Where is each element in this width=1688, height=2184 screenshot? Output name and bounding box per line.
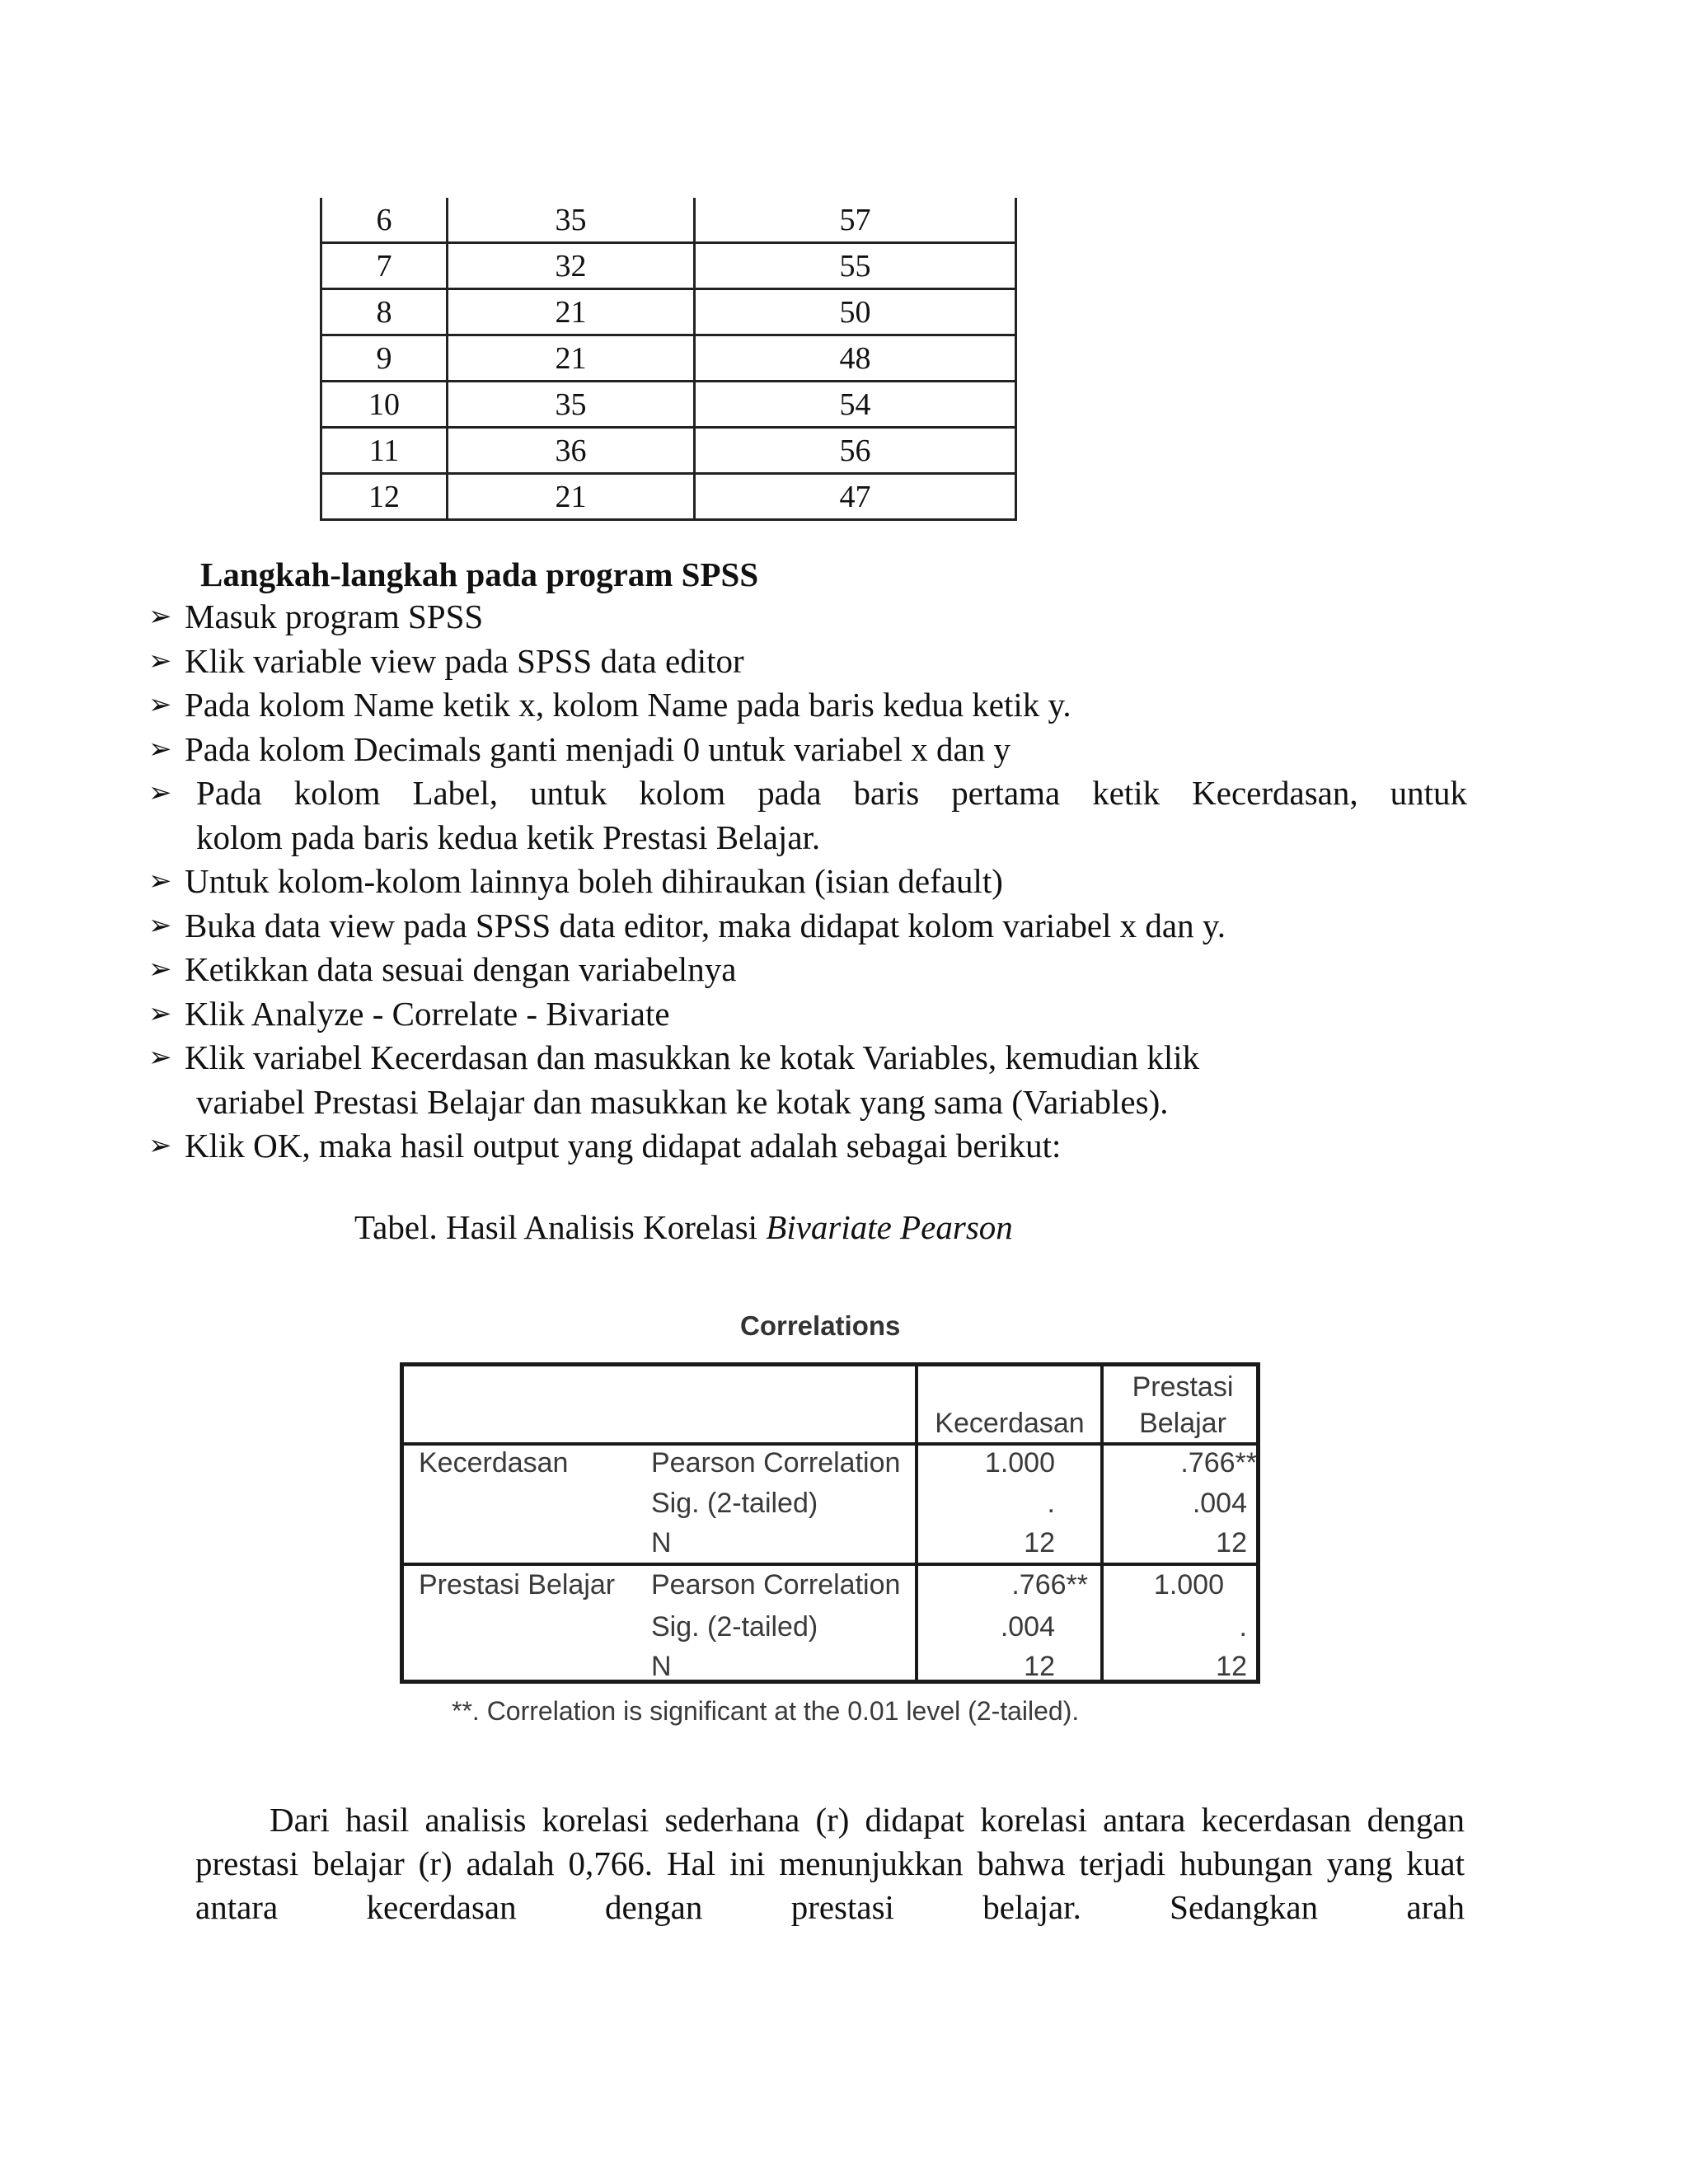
step-text-continued: variabel Prestasi Belajar dan masukkan ke kotak yang sama (Variables). xyxy=(196,1082,1169,1121)
list-item xyxy=(148,595,1467,640)
step-text: Klik OK, maka hasil output yang didapat adalah sebagai berikut: xyxy=(185,1127,1062,1165)
table-cell: 54 xyxy=(695,382,1016,428)
stat-label: Sig. (2-tailed) xyxy=(651,1611,818,1643)
value-cell: 12 xyxy=(1024,1651,1055,1682)
value-cell: 12 xyxy=(1024,1527,1055,1558)
table-row xyxy=(321,243,1016,289)
list-item xyxy=(148,992,1467,1037)
col-header-prestasi: Prestasi xyxy=(1132,1371,1234,1403)
arrow-bullet-icon: ➢ xyxy=(148,1041,172,1074)
table-cell: 56 xyxy=(695,428,1016,474)
table-cell: 21 xyxy=(448,289,695,335)
list-item xyxy=(148,904,1467,949)
list-item xyxy=(148,683,1467,728)
table-cell: 7 xyxy=(321,243,448,289)
body-paragraph: Dari hasil analisis korelasi sederhana (r) didapat korelasi antara kecerdasan dengan prestasi belajar (r) adalah 0,766. Hal ini menunjukkan bahwa terjadi hubungan yang kuat antara kecerdasan dengan prestasi belajar. Sedangkan arah xyxy=(195,1801,1465,1926)
caption-italic-text: Bivariate Pearson xyxy=(766,1208,1013,1246)
table-cell: 35 xyxy=(448,198,695,243)
stat-label: N xyxy=(651,1527,672,1558)
table-cell: 48 xyxy=(695,335,1016,382)
table-row xyxy=(321,474,1016,520)
table-cell: 55 xyxy=(695,243,1016,289)
step-text-continued: kolom pada baris kedua ketik Prestasi Belajar. xyxy=(196,818,821,856)
table-cell: 32 xyxy=(448,243,695,289)
list-item xyxy=(148,948,1467,992)
value-cell: .004 xyxy=(1000,1611,1055,1643)
step-text: Pada kolom Decimals ganti menjadi 0 untuk variabel x dan y xyxy=(185,729,1010,768)
table-row xyxy=(321,198,1016,243)
col-header-kecerdasan: Kecerdasan xyxy=(935,1408,1085,1439)
value-cell: 1.000 xyxy=(1153,1569,1224,1601)
list-item xyxy=(148,1036,1467,1124)
table-cell: 8 xyxy=(321,289,448,335)
stat-label: Pearson Correlation xyxy=(651,1447,901,1479)
spss-correlations-table xyxy=(400,1362,1260,1684)
value-cell: 12 xyxy=(1216,1527,1247,1558)
table-row xyxy=(321,382,1016,428)
table-cell: 10 xyxy=(321,382,448,428)
table-row xyxy=(321,289,1016,335)
table-cell: 11 xyxy=(321,428,448,474)
spss-footnote: **. Correlation is significant at the 0.01 level (2-tailed). xyxy=(452,1696,1080,1726)
table-cell: 21 xyxy=(448,335,695,382)
stat-label: N xyxy=(651,1651,672,1682)
value-cell: .004 xyxy=(1192,1488,1247,1519)
value-cell: 12 xyxy=(1216,1651,1247,1682)
table-cell: 35 xyxy=(448,382,695,428)
table-cell: 6 xyxy=(321,198,448,243)
data-table xyxy=(320,198,1017,521)
value-cell: .766** xyxy=(1011,1569,1088,1601)
table-caption xyxy=(354,1207,1013,1247)
step-text: Buka data view pada SPSS data editor, maka didapat kolom variabel x dan y. xyxy=(185,906,1226,944)
value-cell: . xyxy=(1239,1611,1247,1643)
step-text: Pada kolom Label, untuk kolom pada baris pertama ketik Kecerdasan, untuk xyxy=(196,774,1467,812)
list-item xyxy=(148,860,1467,904)
grid-line xyxy=(1100,1366,1104,1680)
arrow-bullet-icon: ➢ xyxy=(148,908,172,942)
step-text: Ketikkan data sesuai dengan variabelnya xyxy=(185,950,737,988)
row-group-label: Kecerdasan xyxy=(419,1447,569,1479)
arrow-bullet-icon: ➢ xyxy=(148,644,172,677)
table-cell: 57 xyxy=(695,198,1016,243)
grid-line xyxy=(404,1563,1256,1566)
arrow-bullet-icon: ➢ xyxy=(148,865,172,898)
value-cell: .766** xyxy=(1180,1447,1257,1479)
stat-label: Sig. (2-tailed) xyxy=(651,1488,818,1519)
section-heading: Langkah-langkah pada program SPSS xyxy=(200,555,759,593)
list-item xyxy=(148,771,1467,860)
arrow-bullet-icon: ➢ xyxy=(148,953,172,986)
step-text: Untuk kolom-kolom lainnya boleh dihiraukan (isian default) xyxy=(185,862,1003,900)
col-header-belajar: Belajar xyxy=(1139,1408,1226,1439)
value-cell: 1.000 xyxy=(984,1447,1055,1479)
table-cell: 12 xyxy=(321,474,448,520)
row-group-label: Prestasi Belajar xyxy=(419,1569,616,1601)
list-item xyxy=(148,640,1467,684)
arrow-bullet-icon: ➢ xyxy=(148,732,172,766)
arrow-bullet-icon: ➢ xyxy=(148,688,172,721)
step-text: Klik variable view pada SPSS data editor xyxy=(185,641,744,680)
step-text: Pada kolom Name ketik x, kolom Name pada baris kedua ketik y. xyxy=(185,686,1071,724)
arrow-bullet-icon: ➢ xyxy=(148,776,172,809)
list-item xyxy=(148,728,1467,772)
step-text: Klik variabel Kecerdasan dan masukkan ke kotak Variables, kemudian klik xyxy=(185,1038,1200,1076)
table-cell: 21 xyxy=(448,474,695,520)
spss-output-title: Correlations xyxy=(740,1310,901,1341)
grid-line xyxy=(404,1442,1256,1446)
table-row xyxy=(321,428,1016,474)
table-cell: 9 xyxy=(321,335,448,382)
value-cell: . xyxy=(1047,1488,1055,1519)
arrow-bullet-icon: ➢ xyxy=(148,996,172,1030)
table-cell: 47 xyxy=(695,474,1016,520)
caption-text: Tabel. Hasil Analisis Korelasi xyxy=(354,1208,767,1246)
stat-label: Pearson Correlation xyxy=(651,1569,901,1601)
arrow-bullet-icon: ➢ xyxy=(148,1129,172,1162)
step-text: Klik Analyze - Correlate - Bivariate xyxy=(185,994,670,1033)
list-item xyxy=(148,1124,1467,1169)
steps-list xyxy=(148,595,1467,1169)
table-cell: 50 xyxy=(695,289,1016,335)
step-text: Masuk program SPSS xyxy=(185,598,484,635)
table-cell: 36 xyxy=(448,428,695,474)
arrow-bullet-icon: ➢ xyxy=(148,600,172,633)
grid-line xyxy=(915,1366,918,1680)
table-row xyxy=(321,335,1016,382)
